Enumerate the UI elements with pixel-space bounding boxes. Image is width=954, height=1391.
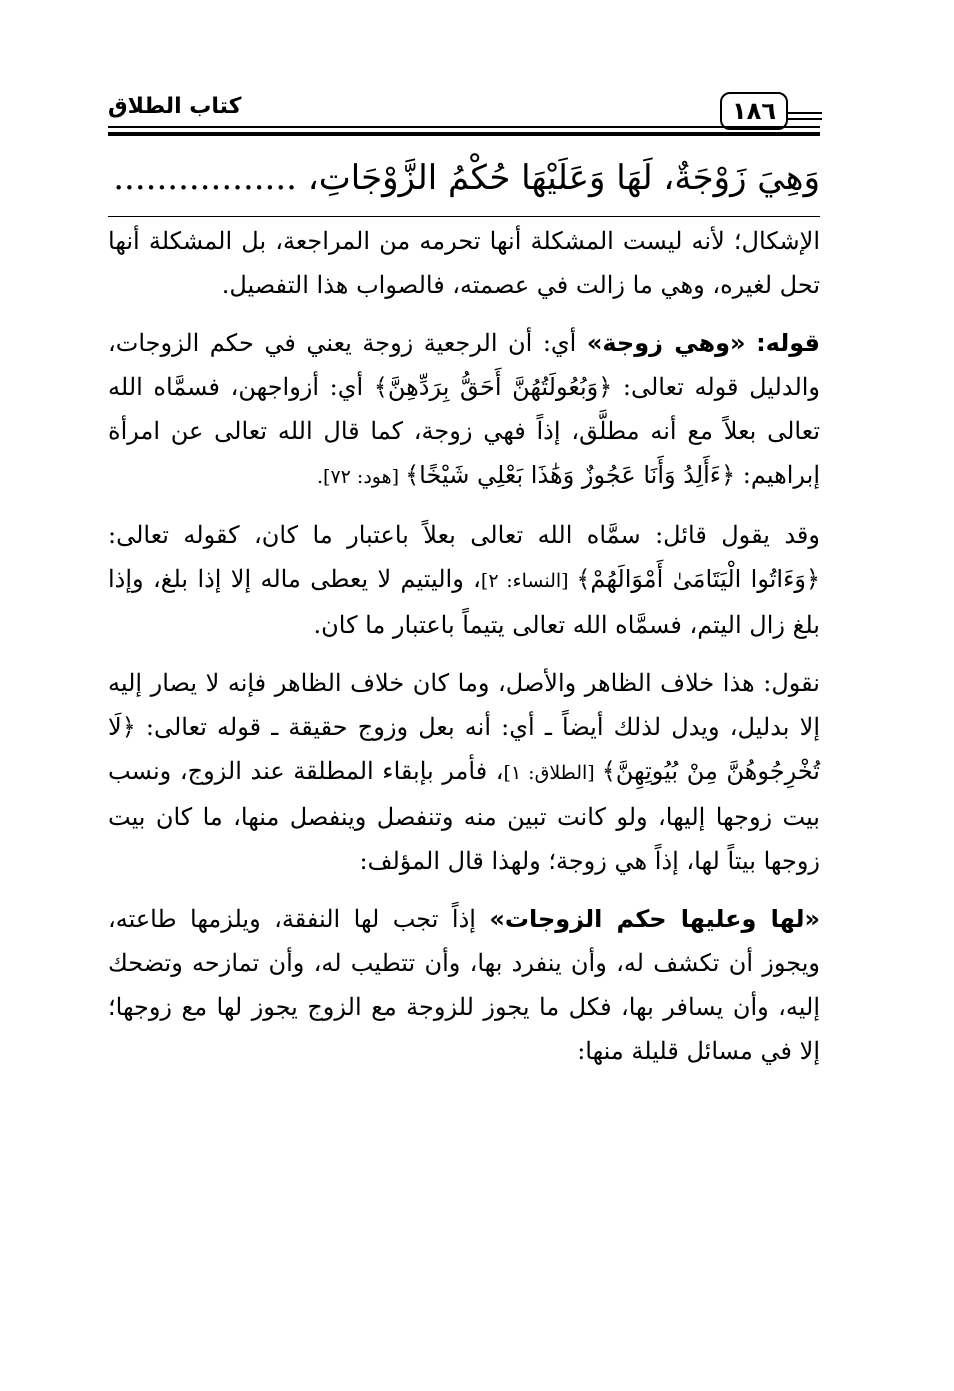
matn-text: وَهِيَ زَوْجَةٌ، لَهَا وَعَلَيْهَا حُكْمُ الزَّوْجَاتِ،: [307, 158, 820, 198]
paragraph-5-text: إذاً تجب لها النفقة، ويلزمها طاعته، ويجوز أن تكشف له، وأن ينفرد بها، وأن تتطيب له، وأن تمازحه وتضحك إليه، وأن يسافر بها، فكل ما يجوز للزوجة مع الزوج يجوز لها مع زوجها؛ إلا في مسائل قليلة منها:: [108, 905, 820, 1065]
paragraph-2-text-1: أي: أن الرجعية زوجة يعني في حكم الزوجات، والدليل قوله تعالى:: [108, 329, 821, 401]
paragraph-4: [108, 661, 820, 883]
paragraph-3-text-2: ، واليتيم لا يعطى ماله إلا إذا بلغ، وإذا بلغ زال اليتم، فسمَّاه الله تعالى يتيماً باعتبار ما كان.: [108, 565, 820, 639]
paragraph-5-quote: «لها وعليها حكم الزوجات»: [489, 905, 820, 933]
book-page: [108, 90, 820, 1073]
quran-verse-1: ﴿وَبُعُولَتُهُنَّ أَحَقُّ بِرَدِّهِنَّ﴾: [373, 373, 613, 401]
header-rule-short: [788, 112, 822, 114]
paragraph-1: الإشكال؛ لأنه ليست المشكلة أنها تحرمه من المراجعة، بل المشكلة أنها تحل لغيره، وهي ما زالت في عصمته، فالصواب هذا التفصيل.: [108, 227, 820, 299]
paragraph-3: [108, 513, 820, 647]
verse-reference-1: [هود: ٧٢].: [317, 466, 406, 488]
verse-reference-2: [النساء: ٢]: [480, 570, 577, 592]
quran-verse-3: ﴿وَءَاتُوا الْيَتَامَىٰ أَمْوَالَهُمْ﴾: [576, 565, 821, 593]
paragraph-2-text-2: أي: أزواجهن، فسمَّاه الله تعالى بعلاً مع أنه مطلَّق، إذاً فهي زوجة، كما قال الله تعالى عن امرأة إبراهيم:: [108, 373, 820, 489]
quran-verse-4: ﴿لَا تُخْرِجُوهُنَّ مِنْ بُيُوتِهِنَّ﴾: [108, 713, 820, 785]
matn-separator: [108, 216, 820, 217]
matn-line: [108, 146, 820, 210]
book-title: كتاب الطلاق: [108, 94, 242, 119]
paragraph-5: [108, 897, 820, 1073]
header-rule-thick: [108, 132, 820, 136]
header-rule-thin: [108, 126, 820, 128]
header-rule-short-2: [788, 118, 822, 120]
quran-verse-2: ﴿ءَأَلِدُ وَأَنَا عَجُوزٌ وَهَٰذَا بَعْلِي شَيْخًا﴾: [405, 461, 736, 489]
page-number: ١٨٦: [732, 97, 776, 125]
page-number-box: [720, 92, 788, 130]
paragraph-4-text-1: نقول: هذا خلاف الظاهر والأصل، وما كان خلاف الظاهر فإنه لا يصار إليه إلا بدليل، ويدل لذلك أيضاً ـ أي: أنه بعل وزوج حقيقة ـ قوله تعالى:: [108, 669, 820, 741]
paragraph-3-text-1: وقد يقول قائل: سمَّاه الله تعالى بعلاً باعتبار ما كان، كقوله تعالى:: [108, 521, 820, 549]
verse-reference-3: [الطلاق: ١]: [503, 762, 602, 784]
matn-dots: .................: [113, 158, 297, 198]
paragraph-2-quote: «وهي زوجة»: [586, 329, 746, 357]
paragraph-2-lead: قوله:: [756, 329, 820, 357]
page-header: [108, 90, 820, 140]
paragraph-4-text-2: ، فأمر بإبقاء المطلقة عند الزوج، ونسب بيت زوجها إليها، ولو كانت تبين منه وتنفصل وينفصل منها، ما كان بيت زوجها بيتاً لها، إذاً هي زوجة؛ ولهذا قال المؤلف:: [108, 757, 820, 875]
paragraph-2: [108, 321, 820, 499]
